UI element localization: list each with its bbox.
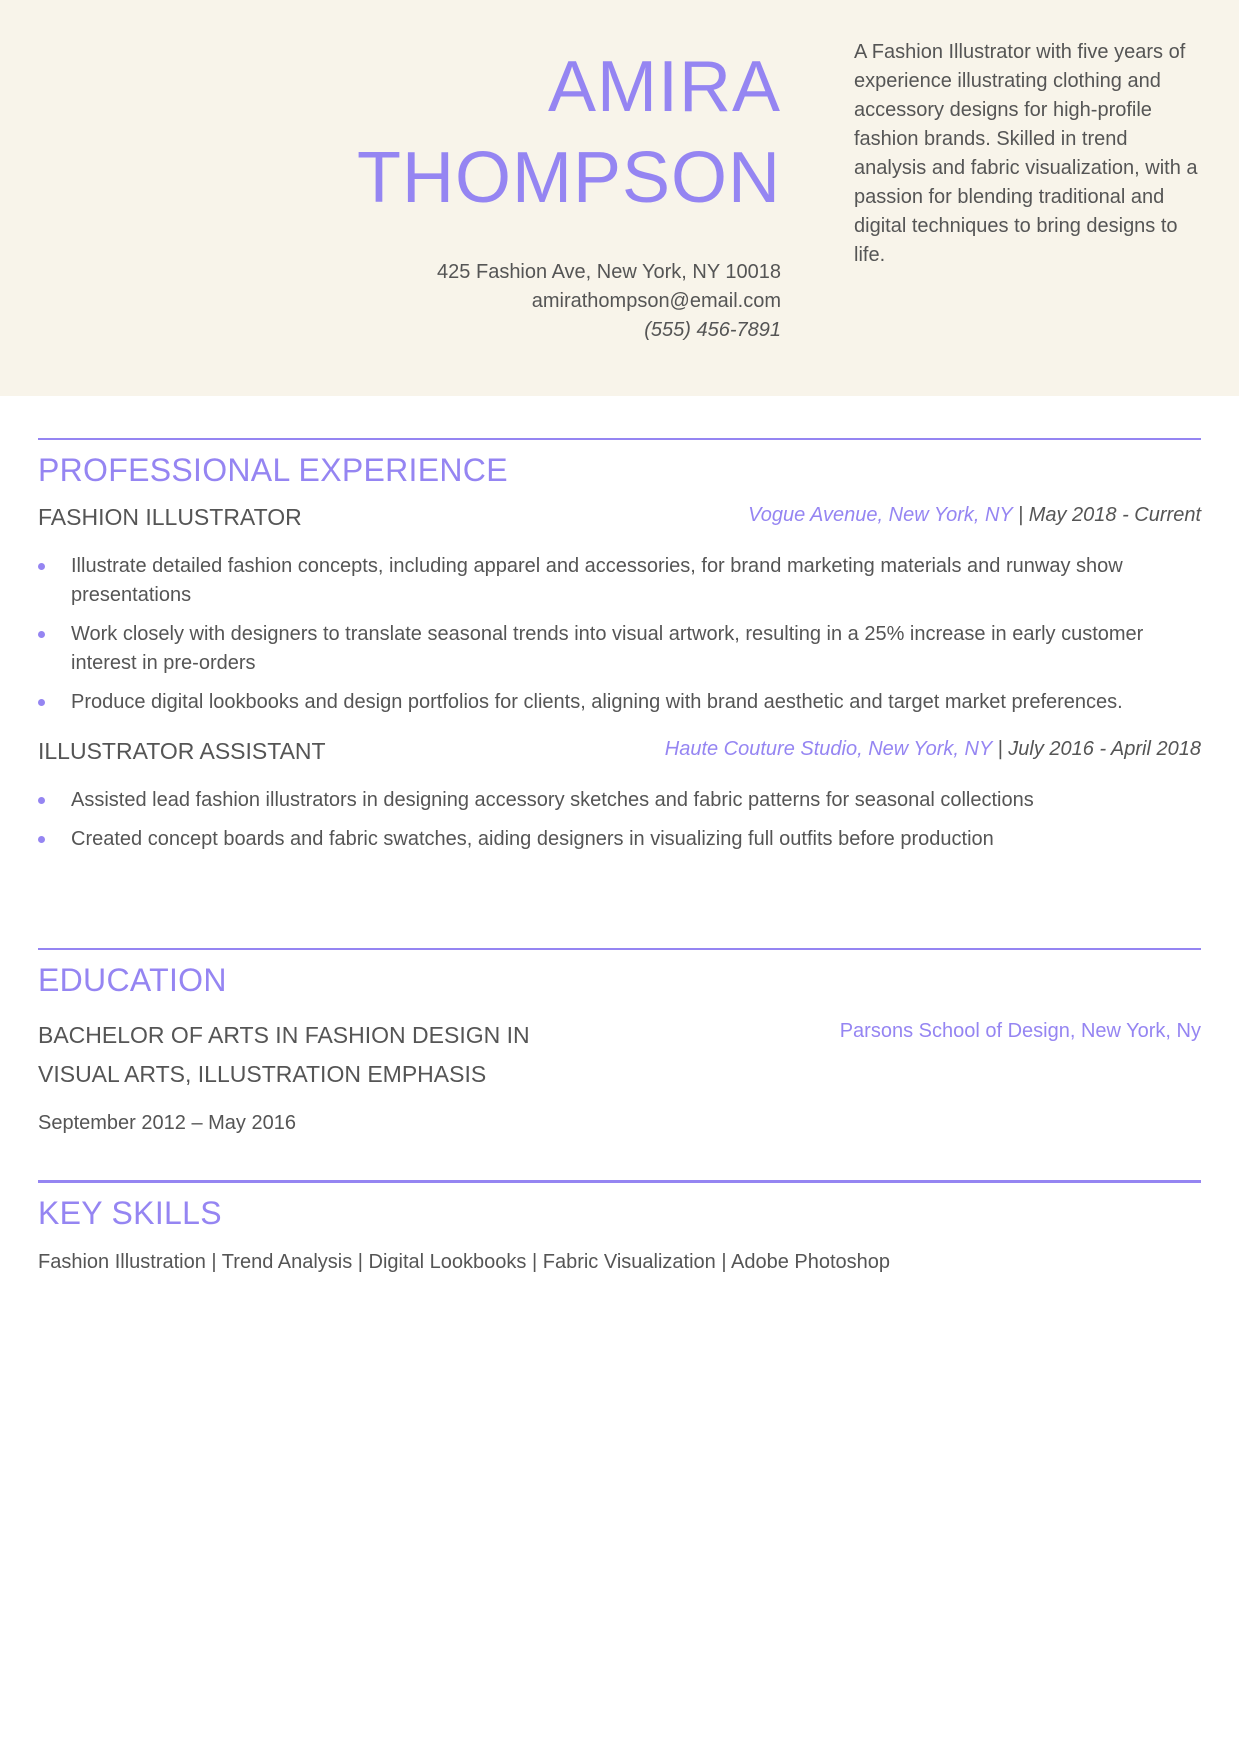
job-entry [38, 738, 1201, 854]
address: 425 Fashion Ave, New York, NY 10018 [437, 261, 781, 283]
list-item [38, 688, 1201, 717]
bullet-text: Work closely with designers to translate seasonal trends into visual artwork, resulting in a 25% increase in early customer interest in pre-orders [71, 623, 1144, 674]
bullet-text: Produce digital lookbooks and design portfolios for clients, aligning with brand aesthetic and target market preferences. [71, 691, 1123, 713]
job-dates: July 2016 - April 2018 [1008, 738, 1201, 760]
summary: A Fashion Illustrator with five years of experience illustrating clothing and accessory designs for high-profile fashion brands. Skilled in trend analysis and fabric visualization, with a passion for blending traditional and digital techniques to bring designs to life. [854, 41, 1198, 266]
list-item [38, 786, 1201, 815]
education-dates: September 2012 – May 2016 [38, 1112, 296, 1134]
skills-section [38, 1180, 1201, 1274]
candidate-name [357, 42, 781, 224]
bullet-dot-icon [38, 563, 45, 570]
job-meta [665, 738, 1201, 761]
job-meta [748, 504, 1201, 527]
job-bullets [38, 786, 1201, 854]
skills-list: Fashion Illustration | Trend Analysis | Digital Lookbooks | Fabric Visualization | Adobe Photoshop [38, 1251, 891, 1273]
section-divider [38, 948, 1201, 950]
bullet-dot-icon [38, 631, 45, 638]
email: amirathompson@email.com [531, 290, 781, 312]
bullet-text: Illustrate detailed fashion concepts, including apparel and accessories, for brand marketing materials and runway show presentations [71, 555, 1123, 606]
phone: (555) 456-7891 [644, 319, 781, 341]
section-title-skills: KEY SKILLS [38, 1195, 222, 1231]
education-school: Parsons School of Design, New York, Ny [839, 1020, 1201, 1042]
section-divider [38, 438, 1201, 440]
section-title-experience: PROFESSIONAL EXPERIENCE [38, 452, 508, 488]
header-banner [0, 0, 1239, 396]
job-dates: May 2018 - Current [1028, 504, 1201, 526]
section-divider [38, 1180, 1201, 1183]
job-header [38, 504, 1201, 534]
section-title-education: EDUCATION [38, 962, 227, 998]
job-entry [38, 504, 1201, 717]
job-separator: | [991, 738, 1009, 760]
education-section [38, 948, 1201, 1148]
job-company: Vogue Avenue, New York, NY [748, 504, 1013, 526]
list-item [38, 825, 1201, 854]
education-degree: BACHELOR OF ARTS IN FASHION DESIGN IN VISUAL ARTS, ILLUSTRATION EMPHASIS [38, 1022, 530, 1087]
bullet-dot-icon [38, 797, 45, 804]
bullet-text: Assisted lead fashion illustrators in designing accessory sketches and fabric patterns for seasonal collections [71, 789, 1034, 811]
first-name: AMIRA [547, 47, 781, 127]
bullet-dot-icon [38, 699, 45, 706]
job-company: Haute Couture Studio, New York, NY [664, 738, 992, 760]
job-header [38, 738, 1201, 768]
bullet-dot-icon [38, 836, 45, 843]
job-title: FASHION ILLUSTRATOR [38, 504, 302, 530]
experience-section [38, 438, 1201, 864]
list-item [38, 552, 1201, 610]
job-separator: | [1012, 504, 1029, 526]
job-bullets [38, 552, 1201, 717]
list-item [38, 620, 1201, 678]
contact-info [437, 258, 781, 345]
bullet-text: Created concept boards and fabric swatches, aiding designers in visualizing full outfits before production [71, 828, 994, 850]
last-name: THOMPSON [356, 138, 781, 218]
job-title: ILLUSTRATOR ASSISTANT [38, 738, 326, 764]
